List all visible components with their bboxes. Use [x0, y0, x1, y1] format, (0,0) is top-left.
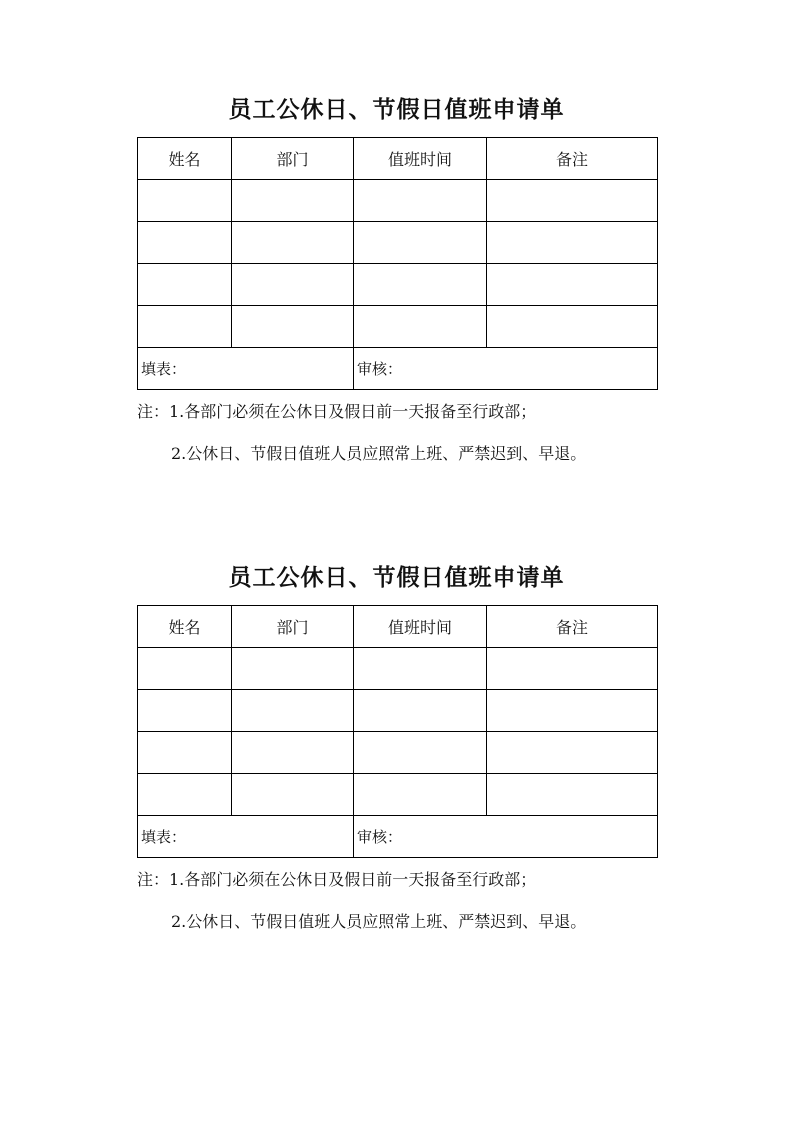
- remarks-cell[interactable]: [487, 732, 658, 774]
- header-department: 部门: [232, 606, 354, 648]
- table-row: [138, 264, 658, 306]
- duty-table: [137, 137, 658, 390]
- name-cell[interactable]: [138, 774, 232, 816]
- remarks-cell[interactable]: [487, 648, 658, 690]
- department-cell[interactable]: [232, 774, 354, 816]
- name-cell[interactable]: [138, 264, 232, 306]
- header-name: 姓名: [138, 138, 232, 180]
- department-cell[interactable]: [232, 690, 354, 732]
- note-line-1: 注：1.各部门必须在公休日及假日前一天报备至行政部；: [137, 402, 537, 421]
- department-cell[interactable]: [232, 732, 354, 774]
- filled-by-label[interactable]: 填表：: [138, 816, 354, 858]
- name-cell[interactable]: [138, 732, 232, 774]
- duty-time-cell[interactable]: [354, 180, 487, 222]
- name-cell[interactable]: [138, 690, 232, 732]
- remarks-cell[interactable]: [487, 180, 658, 222]
- department-cell[interactable]: [232, 180, 354, 222]
- duty-time-cell[interactable]: [354, 648, 487, 690]
- filled-by-label[interactable]: 填表：: [138, 348, 354, 390]
- duty-time-cell[interactable]: [354, 264, 487, 306]
- name-cell[interactable]: [138, 306, 232, 348]
- table-row: [138, 732, 658, 774]
- remarks-cell[interactable]: [487, 690, 658, 732]
- note-line-2: 2.公休日、节假日值班人员应照常上班、严禁迟到、早退。: [171, 912, 587, 931]
- header-department: 部门: [232, 138, 354, 180]
- department-cell[interactable]: [232, 264, 354, 306]
- duty-table: [137, 605, 658, 858]
- department-cell[interactable]: [232, 306, 354, 348]
- reviewed-by-label[interactable]: 审核：: [354, 348, 658, 390]
- name-cell[interactable]: [138, 222, 232, 264]
- header-name: 姓名: [138, 606, 232, 648]
- name-cell[interactable]: [138, 180, 232, 222]
- table-row: [138, 648, 658, 690]
- duty-time-cell[interactable]: [354, 306, 487, 348]
- header-duty-time: 值班时间: [354, 138, 487, 180]
- table-footer-row: [138, 816, 658, 858]
- table-footer-row: [138, 348, 658, 390]
- duty-time-cell[interactable]: [354, 222, 487, 264]
- remarks-cell[interactable]: [487, 264, 658, 306]
- remarks-cell[interactable]: [487, 222, 658, 264]
- form-title: 员工公休日、节假日值班申请单: [228, 565, 565, 591]
- table-header-row: [138, 606, 658, 648]
- header-duty-time: 值班时间: [354, 606, 487, 648]
- note-line-1: 注：1.各部门必须在公休日及假日前一天报备至行政部；: [137, 870, 537, 889]
- reviewed-by-label[interactable]: 审核：: [354, 816, 658, 858]
- name-cell[interactable]: [138, 648, 232, 690]
- table-row: [138, 306, 658, 348]
- form-title: 员工公休日、节假日值班申请单: [228, 97, 565, 123]
- duty-time-cell[interactable]: [354, 774, 487, 816]
- table-row: [138, 180, 658, 222]
- remarks-cell[interactable]: [487, 306, 658, 348]
- duty-time-cell[interactable]: [354, 690, 487, 732]
- table-row: [138, 222, 658, 264]
- header-remarks: 备注: [487, 606, 658, 648]
- header-remarks: 备注: [487, 138, 658, 180]
- table-header-row: [138, 138, 658, 180]
- remarks-cell[interactable]: [487, 774, 658, 816]
- department-cell[interactable]: [232, 222, 354, 264]
- table-row: [138, 774, 658, 816]
- note-line-2: 2.公休日、节假日值班人员应照常上班、严禁迟到、早退。: [171, 444, 587, 463]
- department-cell[interactable]: [232, 648, 354, 690]
- table-row: [138, 690, 658, 732]
- duty-time-cell[interactable]: [354, 732, 487, 774]
